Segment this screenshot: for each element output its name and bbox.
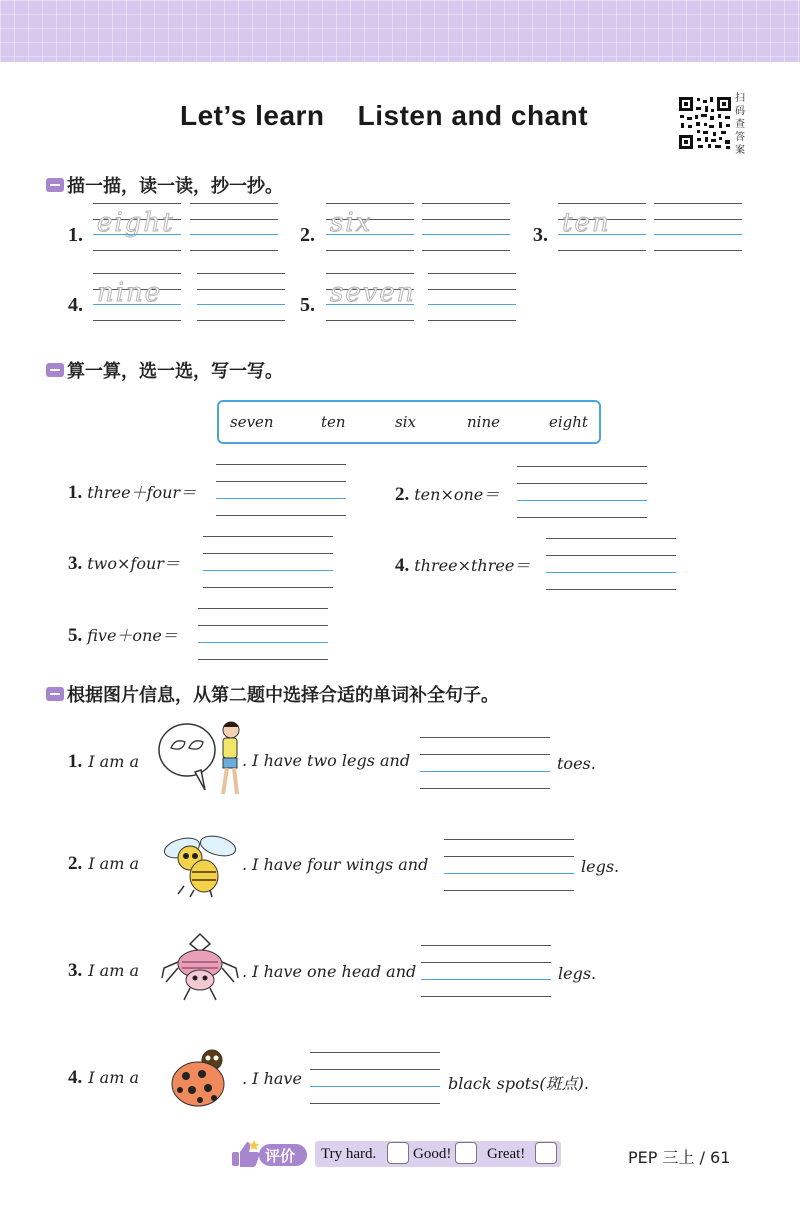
math-item-3: 3. two×four＝ [68, 553, 180, 574]
word-bank-item: ten [321, 413, 346, 431]
math-item-1: 1. three＋four＝ [68, 482, 197, 503]
answer-lines[interactable] [517, 466, 647, 518]
evaluation-options [315, 1141, 561, 1167]
word-bank-item: eight [549, 413, 588, 431]
spider-picture [160, 932, 240, 1004]
page-number: PEP 三上 / 61 [628, 1148, 731, 1167]
option-try-hard-label: Try hard. [321, 1146, 377, 1162]
answer-lines[interactable] [546, 538, 676, 590]
sentence-4-end: black spots(斑点). [448, 1074, 589, 1093]
sentence-2-end: legs. [581, 857, 620, 876]
option-great-label: Great! [487, 1146, 526, 1162]
boy-toes-picture [157, 718, 245, 802]
item-number: 2. [300, 224, 315, 246]
sentence-4-start: 4. I am a [68, 1067, 139, 1088]
sentence-2-middle: . I have four wings and [242, 855, 429, 874]
copy-lines[interactable] [654, 203, 742, 251]
sentence-2-start: 2. I am a [68, 853, 139, 874]
sentence-1-start: 1. I am a [68, 751, 139, 772]
copy-lines[interactable] [422, 203, 510, 251]
copy-lines[interactable] [428, 273, 516, 321]
section-badge-icon [46, 363, 64, 377]
section-3-heading: 根据图片信息，从第二题中选择合适的单词补全句子。 [46, 681, 499, 707]
math-item-5: 5. five＋one＝ [68, 625, 178, 646]
sentence-3-start: 3. I am a [68, 960, 139, 981]
answer-lines[interactable] [421, 945, 551, 997]
math-item-4: 4. three×three＝ [395, 555, 531, 576]
try-hard-checkbox[interactable] [387, 1142, 409, 1164]
trace-word-six: six [326, 203, 414, 251]
answer-lines[interactable] [198, 608, 328, 660]
math-item-2: 2. ten×one＝ [395, 484, 500, 505]
copy-lines[interactable] [190, 203, 278, 251]
section-badge-icon [46, 687, 64, 701]
section-1-heading: 描一描，读一读，抄一抄。 [46, 172, 283, 198]
page-title: Let’s learn Listen and chant [180, 100, 589, 131]
answer-lines[interactable] [203, 536, 333, 588]
qr-code [677, 95, 733, 151]
trace-word-seven: seven [326, 273, 414, 321]
good-checkbox[interactable] [455, 1142, 477, 1164]
word-bank-item: nine [467, 413, 500, 431]
trace-word-eight: eight [93, 203, 181, 251]
answer-lines[interactable] [310, 1052, 440, 1104]
option-good-label: Good! [413, 1146, 452, 1162]
copy-lines[interactable] [197, 273, 285, 321]
word-bank-item: six [395, 413, 416, 431]
section-2-heading: 算一算，选一选，写一写。 [46, 357, 283, 383]
evaluation-label: 评价 [265, 1147, 296, 1165]
trace-word-nine: nine [93, 273, 181, 321]
word-bank-item: seven [230, 413, 274, 431]
sentence-1-middle: . I have two legs and [242, 751, 411, 770]
section-badge-icon [46, 178, 64, 192]
word-bank [217, 400, 601, 444]
qr-caption: 扫 码 查 答 案 [735, 93, 745, 156]
item-number: 5. [300, 294, 315, 316]
sentence-4-middle: . I have [242, 1069, 302, 1088]
item-number: 3. [533, 224, 548, 246]
answer-lines[interactable] [420, 737, 550, 789]
ladybird-picture [162, 1046, 236, 1110]
bee-picture [160, 828, 238, 898]
evaluation-bar [229, 1138, 565, 1170]
trace-word-ten: ten [558, 203, 646, 251]
item-number: 1. [68, 224, 83, 246]
sentence-3-end: legs. [558, 964, 597, 983]
great-checkbox[interactable] [535, 1142, 557, 1164]
sentence-3-middle: . I have one head and [242, 962, 417, 981]
sentence-1-end: toes. [557, 754, 596, 773]
answer-lines[interactable] [444, 839, 574, 891]
header-band [0, 0, 800, 62]
answer-lines[interactable] [216, 464, 346, 516]
item-number: 4. [68, 294, 83, 316]
